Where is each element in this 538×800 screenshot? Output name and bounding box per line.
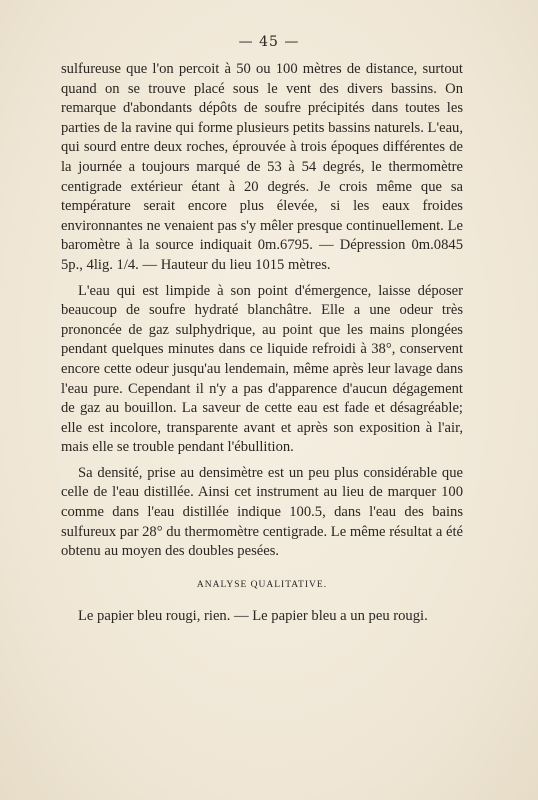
section-heading: ANALYSE QUALITATIVE. [196, 579, 328, 590]
body-text [61, 60, 463, 627]
page-number: — 45 — [238, 34, 300, 50]
paragraph-2: L'eau qui est limpide à son point d'émergence, laisse déposer beaucoup de soufre hydraté blanchâtre. Elle a une odeur très prononcée de gaz sulphydrique, au point que les mains plongées pendant quelques minutes dans ce liquide refroidi à 38°, conservent encore cette odeur jusqu'au lendemain, même après leur lavage dans l'eau pure. Cependant il n'y a pas d'apparence d'aucun dégagement de gaz au bouillon. La saveur de cette eau est fade et désagréable; elle est incolore, transparente avant et après son exposition à l'air, mais elle se trouble pendant l'ébullition. [61, 282, 463, 456]
paragraph-3: Sa densité, prise au densimètre est un peu plus considérable que celle de l'eau distillée. Ainsi cet instrument au lieu de marquer 100 comme dans l'eau distillée indique 100.5, dans l'eau des bains sulfureux par 28° du thermomètre centigrade. Le même résultat a été obtenu au moyen des doubles pesées. [61, 464, 463, 560]
result-line: Le papier bleu rougi, rien. — Le papier bleu a un peu rougi. [78, 608, 428, 625]
paragraph-1: sulfureuse que l'on percoit à 50 ou 100 mètres de distance, surtout quand on se trouve placé sous le vent des divers bassins. On remarque d'abondants dépôts de soufre précipités dans toutes les parties de la ravine qui forme plusieurs petits bassins naturels. L'eau, qui sourd entre deux roches, éprouvée à trois époques différentes de la journée a toujours marqué de 53 à 54 degrés, le thermomètre centigrade extérieur étant à 20 degrés. Je crois même que sa température serait encore plus élevée, si les eaux froides environnantes ne venaient pas s'y mêler presque continuellement. Le baromètre à la source indiquait 0m.6795. — Dépression 0m.0845 5p., 4lig. 1/4. — Hauteur du lieu 1015 mètres. [61, 61, 463, 273]
